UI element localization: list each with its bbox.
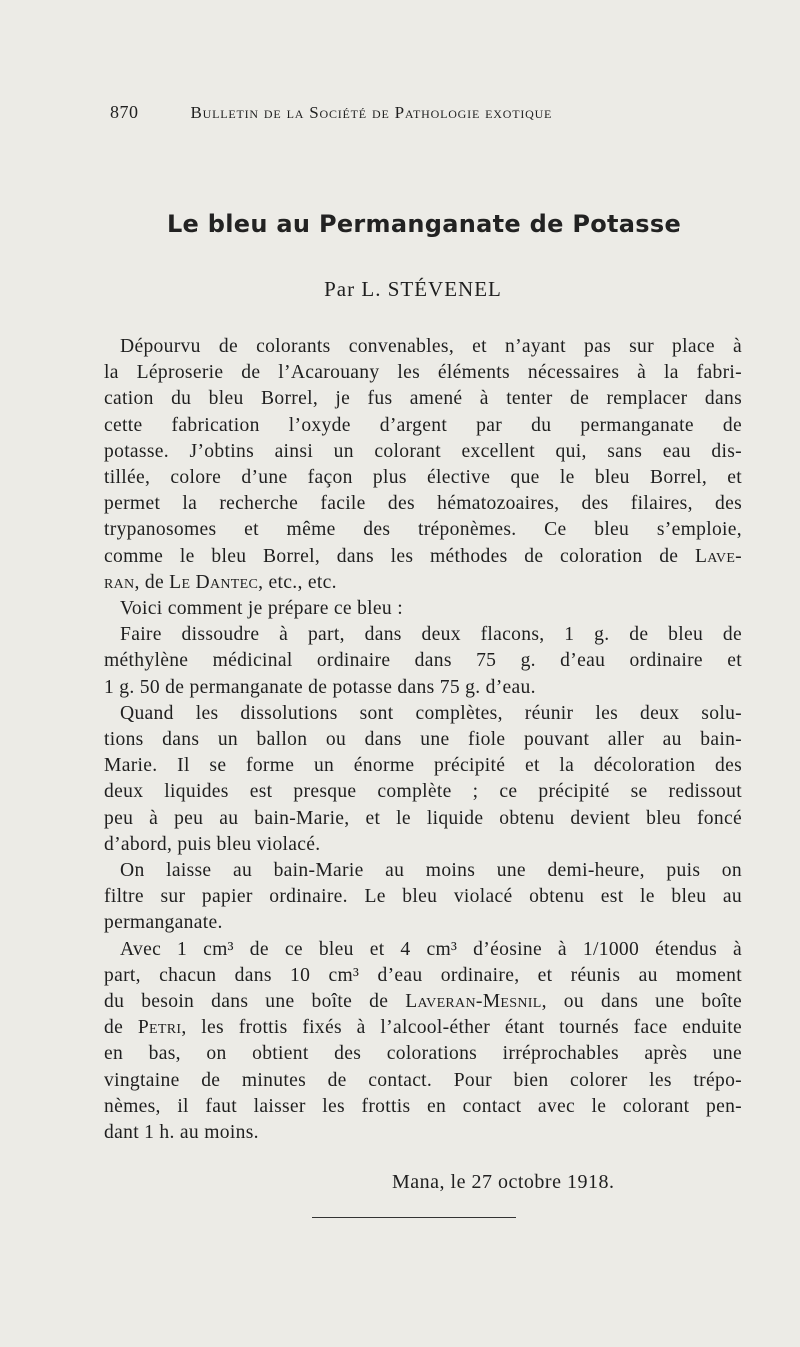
paragraph [104,937,742,1147]
text-line: d’abord, puis bleu violacé. [104,833,321,855]
journal-title: Bulletin de la Société de Pathologie exotique [190,103,553,122]
text-line: Dépourvu de colorants convenables, et n’ayant pas sur place à [120,336,742,357]
signoff-place-date: Mana, le 27 octobre 1918. [392,1171,615,1193]
text-line: Quand les dissolutions sont complètes, réunir les deux solu- [120,702,742,724]
text-line: Marie. Il se forme un énorme précipité et la décoloration des [104,755,742,777]
text-segment: , ou dans une boîte [541,991,742,1013]
running-header [110,102,720,123]
end-rule [312,1217,516,1218]
text-line: peu à peu au bain-Marie, et le liquide obtenu devient bleu foncé [104,807,742,829]
text-segment: du besoin dans une boîte de [104,991,389,1013]
author-name-laveran-mesnil: Laveran-Mesnil [405,991,542,1013]
article-body [104,334,742,1146]
text-line: Faire dissoudre à part, dans deux flacons, 1 g. de bleu de [120,624,742,646]
text-line: vingtaine de minutes de contact. Pour bien colorer les trépo- [104,1069,742,1091]
text-line: nèmes, il faut laisser les frottis en contact avec le colorant pen- [104,1095,742,1117]
author-byline: Par L. STÉVENEL [324,277,502,301]
text-line: potasse. J’obtins ainsi un colorant excellent qui, sans eau dis- [104,440,742,462]
text-line [104,544,742,570]
text-line: cette fabrication l’oxyde d’argent par du permanganate de [104,414,742,436]
text-line: permet la recherche facile des hématozoaires, des filaires, des [104,493,742,515]
text-line: Voici comment je prépare ce bleu : [120,598,403,620]
text-line: tions dans un ballon ou dans une fiole pouvant aller au bain- [104,729,742,751]
text-line: cation du bleu Borrel, je fus amené à tenter de remplacer dans [104,388,742,410]
author-name-petri: Petri [137,1017,182,1039]
text-line: trypanosomes et même des tréponèmes. Ce bleu s’emploie, [104,519,742,541]
author-name-le-dantec: Le Dantec [169,571,259,593]
paragraph [104,701,742,858]
page-number: 870 [110,102,139,122]
text-line [104,989,742,1015]
author-name-laveran-cont: ran [104,571,135,593]
article-title: Le bleu au Permanganate de Potasse [166,210,682,238]
text-line: tillée, colore d’une façon plus élective que le bleu Borrel, et [104,467,742,489]
text-line: part, chacun dans 10 cm³ d’eau ordinaire, et réunis au moment [104,964,742,986]
text-line: Avec 1 cm³ de ce bleu et 4 cm³ d’éosine à 1/1000 étendus à [120,938,742,960]
text-segment: de [104,1017,124,1039]
text-segment: , etc., etc. [258,571,337,593]
paragraph [104,334,742,596]
text-line [104,570,742,596]
text-line: deux liquides est presque complète ; ce précipité se redissout [104,781,742,803]
text-line: en bas, on obtient des colorations irréprochables après une [104,1043,742,1065]
text-line: la Léproserie de l’Acarouany les éléments nécessaires à la fabri- [104,362,742,384]
text-line: On laisse au bain-Marie au moins une demi-heure, puis on [120,860,742,882]
paragraph [104,596,742,622]
text-line: permanganate. [104,912,223,934]
text-segment: , les frottis fixés à l’alcool-éther étant tournés face enduite [181,1017,743,1039]
text-segment: comme le bleu Borrel, dans les méthodes de coloration de [104,545,679,567]
text-line [104,1015,742,1041]
text-line: filtre sur papier ordinaire. Le bleu violacé obtenu est le bleu au [104,886,742,908]
text-line: 1 g. 50 de permanganate de potasse dans 75 g. d’eau. [104,676,536,698]
text-line: méthylène médicinal ordinaire dans 75 g. d’eau ordinaire et [104,650,742,672]
text-line: dant 1 h. au moins. [104,1122,259,1144]
author-name-laveran: Lave- [695,545,742,567]
paragraph [104,858,742,937]
paragraph [104,622,742,701]
text-segment: , de [134,571,170,593]
